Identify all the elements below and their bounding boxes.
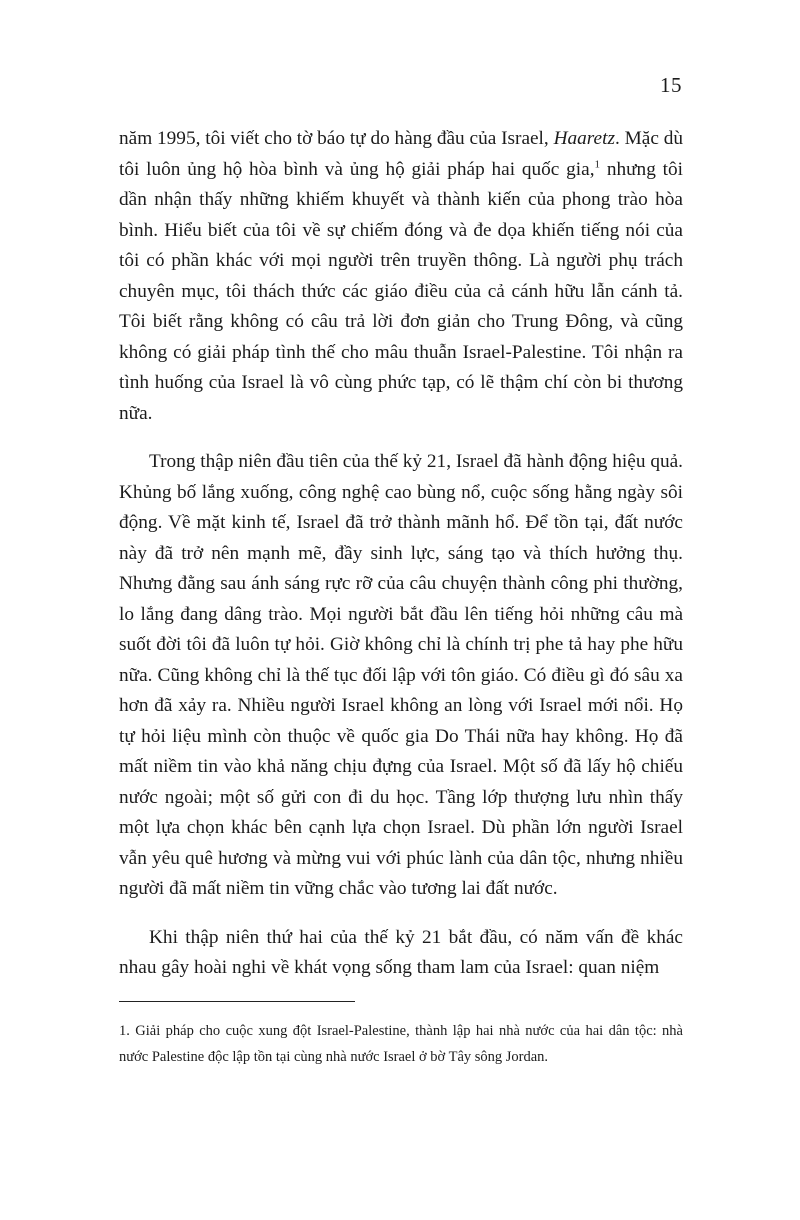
paragraph-1 bbox=[119, 124, 683, 429]
paragraph-2: Trong thập niên đầu tiên của thế kỷ 21, Israel đã hành động hiệu quả. Khủng bố lắng xuống, công nghệ cao bùng nổ, cuộc sống hằng ngày sôi động. Về mặt kinh tế, Israel đã trở thành mãnh hổ. Để tồn tại, đất nước này đã trở nên mạnh mẽ, đầy sinh lực, sáng tạo và thích hưởng thụ. Nhưng đằng sau ánh sáng rực rỡ của câu chuyện thành công phi thường, lo lắng đang dâng trào. Mọi người bắt đầu lên tiếng hỏi những câu mà suốt đời tôi đã luôn tự hỏi. Giờ không chỉ là chính trị phe tả hay phe hữu nữa. Cũng không chỉ là thế tục đối lập với tôn giáo. Có điều gì đó sâu xa hơn đã xảy ra. Nhiều người Israel không an lòng với Israel mới nổi. Họ tự hỏi liệu mình còn thuộc về quốc gia Do Thái nữa hay không. Họ đã mất niềm tin vào khả năng chịu đựng của Israel. Một số đã lấy hộ chiếu nước ngoài; một số gửi con đi du học. Tầng lớp thượng lưu nhìn thấy một lựa chọn khác bên cạnh lựa chọn Israel. Dù phần lớn người Israel vẫn yêu quê hương và mừng vui với phúc lành của dân tộc, nhưng nhiều người đã mất niềm tin vững chắc vào tương lai đất nước. bbox=[119, 451, 683, 899]
paragraph-1-end: nhưng tôi dần nhận thấy những khiếm khuyết và thành kiến của phong trào hòa bình. Hiểu biết của tôi về sự chiếm đóng và đe dọa khiến tiếng nói của tôi có phần khác với mọi người trên truyền thông. Là người phụ trách chuyên mục, tôi thách thức các giáo điều của cả cánh hữu lẫn cánh tả. Tôi biết rằng không có câu trả lời đơn giản cho Trung Đông, và cũng không có giải pháp tình thế cho mâu thuẫn Israel-Palestine. Tôi nhận ra tình huống của Israel là vô cùng phức tạp, có lẽ thậm chí còn bi thương nữa. bbox=[119, 158, 683, 424]
newspaper-name: Haaretz bbox=[553, 128, 615, 149]
paragraph-1-start: năm 1995, tôi viết cho tờ báo tự do hàng đầu của Israel, bbox=[119, 128, 554, 149]
body-text bbox=[119, 124, 683, 984]
footnote-reference[interactable]: 1 bbox=[594, 158, 601, 171]
paragraph-3: Khi thập niên thứ hai của thế kỷ 21 bắt đầu, có năm vấn đề khác nhau gây hoài nghi về khát vọng sống tham lam của Israel: quan niệm bbox=[119, 926, 683, 978]
footnote-divider bbox=[119, 1001, 355, 1002]
paragraph-1-middle: . Mặc dù tôi luôn ủng hộ hòa bình và ủng hộ giải pháp hai quốc gia, bbox=[119, 128, 683, 180]
page-number: 15 bbox=[660, 73, 682, 97]
footnote: 1. Giải pháp cho cuộc xung đột Israel-Palestine, thành lập hai nhà nước của hai dân tộc: nhà nước Palestine độc lập tồn tại cùng nhà nước Israel ở bờ Tây sông Jordan. bbox=[119, 1023, 683, 1065]
